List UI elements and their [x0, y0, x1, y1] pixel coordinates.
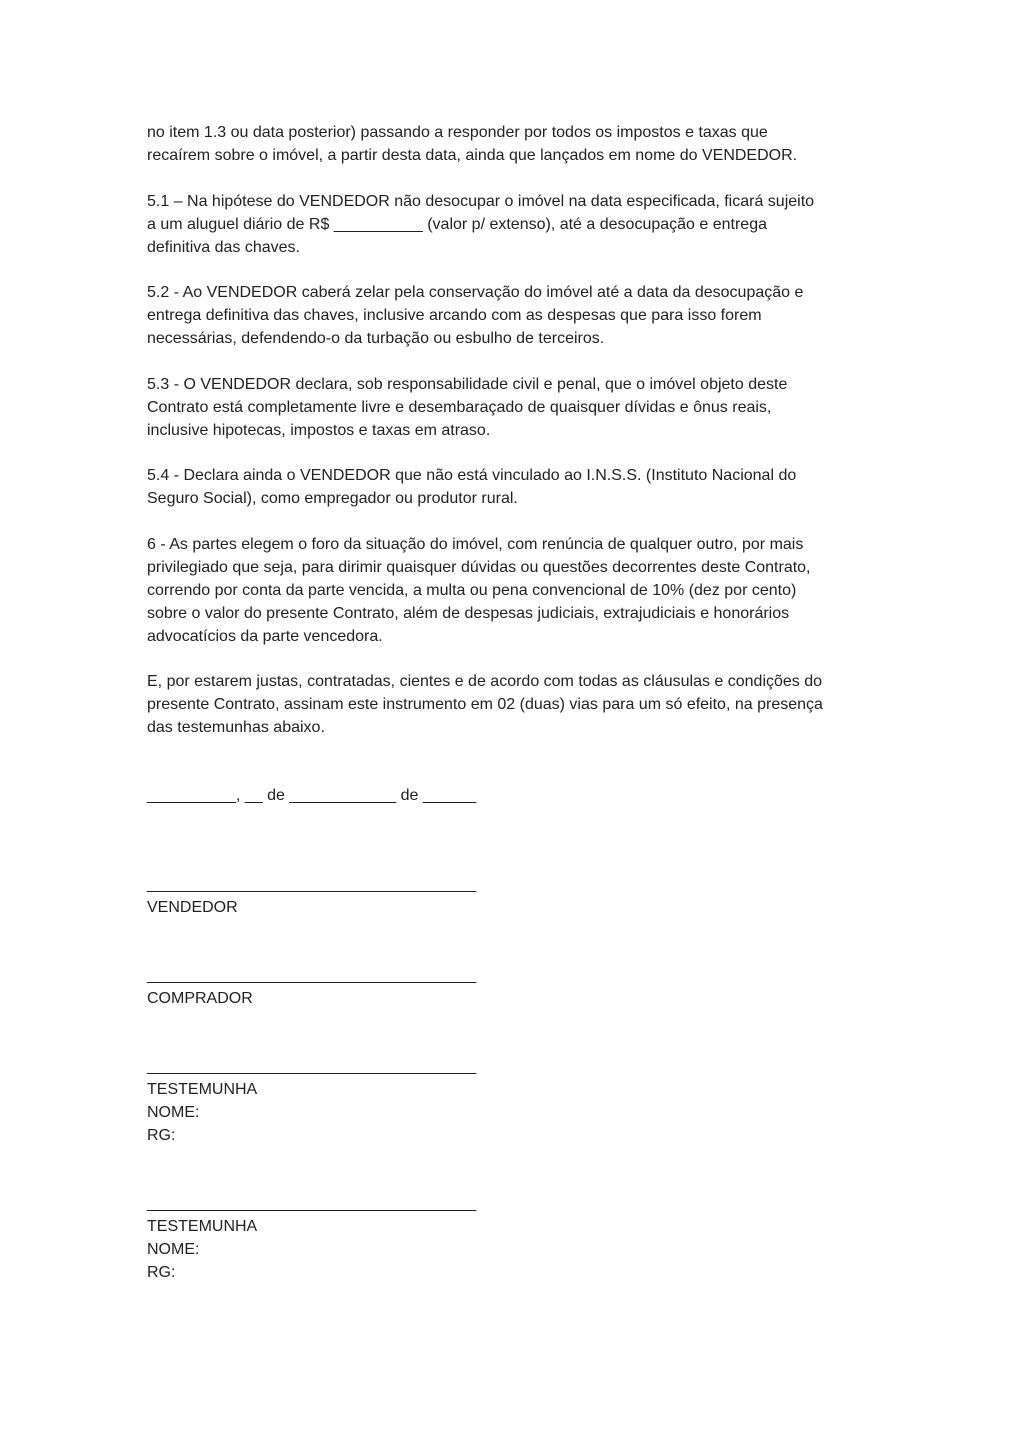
text-line: recaírem sobre o imóvel, a partir desta data, ainda que lançados em nome do VENDEDOR.	[147, 147, 798, 164]
text-line: entrega definitiva das chaves, inclusive arcando com as despesas que para isso forem	[147, 307, 762, 324]
paragraph-clause-5-1	[147, 190, 887, 259]
signature-label: TESTEMUNHA	[147, 1081, 258, 1098]
witness-name-field: NOME:	[147, 1241, 200, 1258]
signature-block-testemunha-2	[147, 1192, 887, 1284]
document-body	[147, 121, 887, 1284]
text-line: 5.3 - O VENDEDOR declara, sob responsabilidade civil e penal, que o imóvel objeto deste	[147, 375, 788, 393]
paragraph-clause-5-3	[147, 373, 887, 442]
text-line: presente Contrato, assinam este instrumento em 02 (duas) vias para um só efeito, na presença	[147, 696, 823, 713]
text-line: 5.2 - Ao VENDEDOR caberá zelar pela conservação do imóvel até a data da desocupação e	[147, 284, 804, 301]
witness-name-field: NOME:	[147, 1104, 200, 1121]
text-line: das testemunhas abaixo.	[147, 719, 325, 736]
paragraph-clause-6	[147, 533, 887, 648]
text-line: no item 1.3 ou data posterior) passando a responder por todos os impostos e taxas que	[147, 124, 768, 141]
text-line: 5.4 - Declara ainda o VENDEDOR que não está vinculado ao I.N.S.S. (Instituto Nacional do	[147, 467, 797, 484]
signature-label: VENDEDOR	[147, 899, 238, 916]
text-line: inclusive hipotecas, impostos e taxas em atraso.	[147, 421, 491, 439]
text-line: Seguro Social), como empregador ou produtor rural.	[147, 490, 518, 507]
paragraph-closing	[147, 670, 887, 739]
signature-line: _____________________________________	[147, 967, 477, 984]
text-line: necessárias, defendendo-o da turbação ou esbulho de terceiros.	[147, 330, 605, 347]
signature-label: TESTEMUNHA	[147, 1218, 258, 1235]
text-line: E, por estarem justas, contratadas, cientes e de acordo com todas as cláusulas e condições do	[147, 673, 823, 690]
text-line: a um aluguel diário de R$ __________ (valor p/ extenso), até a desocupação e entrega	[147, 215, 767, 233]
signature-block-vendedor	[147, 873, 887, 919]
text-line: advocatícios da parte vencedora.	[147, 627, 383, 645]
text-line: 6 - As partes elegem o foro da situação do imóvel, com renúncia de qualquer outro, por mais	[147, 535, 804, 553]
text-line: 5.1 – Na hipótese do VENDEDOR não desocupar o imóvel na data especificada, ficará sujeito	[147, 192, 815, 210]
signature-block-testemunha-1	[147, 1055, 887, 1147]
witness-rg-field: RG:	[147, 1264, 176, 1281]
text-line: definitiva das chaves.	[147, 238, 300, 256]
text-line: Contrato está completamente livre e desembaraçado de quaisquer dívidas e ônus reais,	[147, 398, 772, 416]
witness-rg-field: RG:	[147, 1127, 176, 1144]
signature-block-comprador	[147, 964, 887, 1010]
paragraph-clause-5-4	[147, 464, 887, 510]
signature-line: _____________________________________	[147, 876, 477, 893]
signature-label: COMPRADOR	[147, 990, 253, 1007]
place-date-line: __________, __ de ____________ de ______	[147, 787, 477, 804]
paragraph-item-1-3-continuation	[147, 121, 887, 167]
text-line: correndo por conta da parte vencida, a multa ou pena convencional de 10% (dez por cento)	[147, 581, 797, 599]
text-line: sobre o valor do presente Contrato, além de despesas judiciais, extrajudiciais e honorários	[147, 604, 790, 622]
text-line: privilegiado que seja, para dirimir quaisquer dúvidas ou questões decorrentes deste Contrato,	[147, 558, 811, 576]
signature-line: _____________________________________	[147, 1058, 477, 1075]
signature-line: _____________________________________	[147, 1195, 477, 1212]
paragraph-clause-5-2	[147, 281, 887, 350]
